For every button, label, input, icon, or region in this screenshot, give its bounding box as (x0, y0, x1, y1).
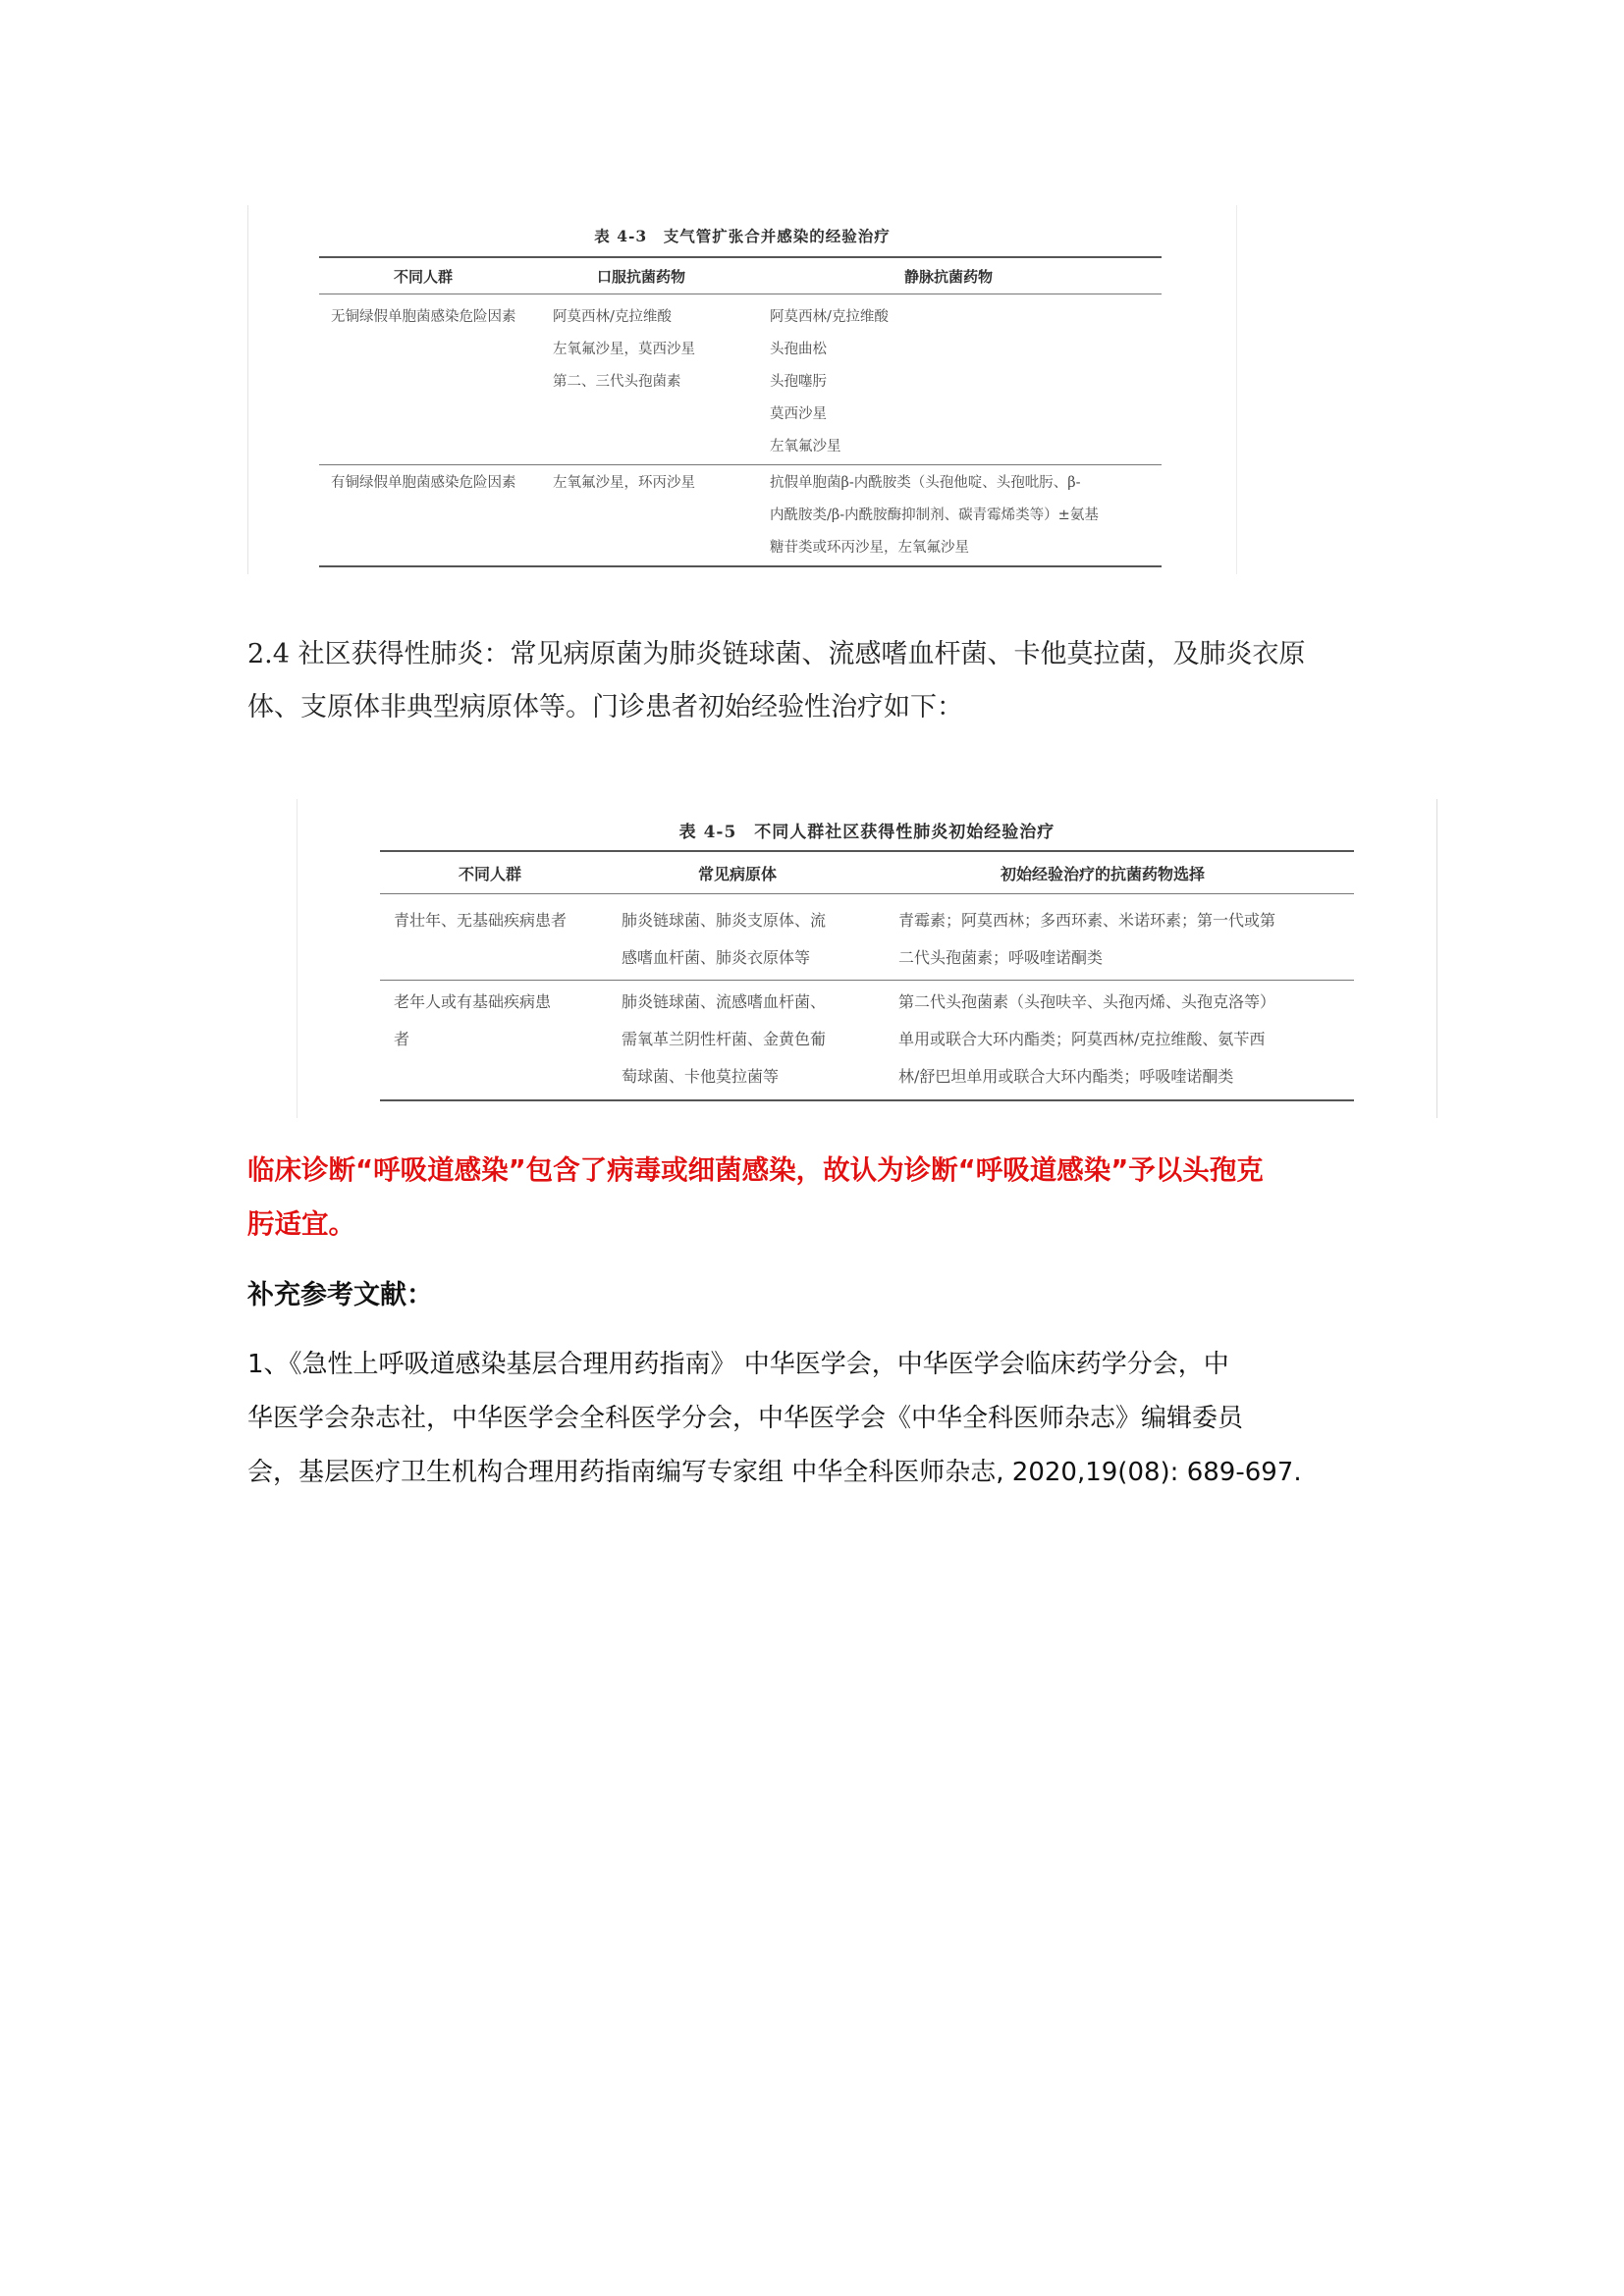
table-cell-iv: 抗假单胞菌β-内酰胺类（头孢他啶、头孢吡肟、β- 内酰胺类/β-内酰胺酶抑制剂、碳青霉烯类等）±氨基 糖苷类或环丙沙星，左氧氟沙星 (770, 475, 1099, 556)
table-cell-group: 青壮年、无基础疾病患者 (394, 911, 568, 930)
table-header-treatment: 初始经验治疗的抗菌药物选择 (1001, 865, 1206, 883)
table-cell-group: 有铜绿假单胞菌感染危险因素 (331, 475, 516, 491)
table-cell-iv: 阿莫西林/克拉维酸 头孢曲松 头孢噻肟 莫西沙星 左氧氟沙星 (770, 309, 889, 454)
table-4-3-title: 表 4-3 支气管扩张合并感染的经验治疗 (594, 227, 891, 245)
table-header-iv: 静脉抗菌药物 (904, 268, 994, 286)
table-header-group: 不同人群 (459, 865, 522, 883)
table-cell-pathogen: 肺炎链球菌、肺炎支原体、流 感嗜血杆菌、肺炎衣原体等 (622, 911, 827, 967)
table-header-rule (380, 893, 1354, 894)
table-header-group: 不同人群 (394, 268, 454, 286)
paragraph-2-4: 2.4 社区获得性肺炎：常见病原菌为肺炎链球菌、流感嗜血杆菌、卡他莫拉菌，及肺炎衣原 体、支原体非典型病原体等。门诊患者初始经验性治疗如下： (247, 639, 1306, 722)
table-cell-oral: 阿莫西林/克拉维酸 左氧氟沙星，莫西沙星 第二、三代头孢菌素 (553, 309, 695, 390)
conclusion-text: 临床诊断“呼吸道感染”包含了病毒或细菌感染，故认为诊断“呼吸道感染”予以头孢克 肟适宜。 (247, 1154, 1264, 1240)
table-header-oral: 口服抗菌药物 (597, 268, 686, 286)
table-cell-pathogen: 肺炎链球菌、流感嗜血杆菌、 需氧革兰阴性杆菌、金黄色葡 萄球菌、卡他莫拉菌等 (622, 992, 827, 1086)
table-header-pathogen: 常见病原体 (698, 865, 778, 883)
table-bottom-rule (380, 1099, 1354, 1101)
table-row-divider (319, 464, 1162, 465)
table-cell-group: 无铜绿假单胞菌感染危险因素 (331, 309, 516, 325)
table-cell-treatment: 第二代头孢菌素（头孢呋辛、头孢丙烯、头孢克洛等） 单用或联合大环内酯类；阿莫西林/克拉维酸、氨苄西 林/舒巴坦单用或联合大环内酯类；呼吸喹诺酮类 (898, 992, 1276, 1086)
table-4-5-title: 表 4-5 不同人群社区获得性肺炎初始经验治疗 (678, 823, 1056, 842)
table-row-divider (380, 980, 1354, 981)
table-bottom-rule (319, 565, 1162, 567)
table-4-5-image (297, 799, 1437, 1118)
table-top-rule (319, 256, 1162, 258)
table-cell-treatment: 青霉素；阿莫西林；多西环素、米诺环素；第一代或第 二代头孢菌素；呼吸喹诺酮类 (898, 911, 1276, 967)
table-cell-oral: 左氧氟沙星，环丙沙星 (553, 475, 695, 491)
table-4-3-image (247, 205, 1237, 574)
table-cell-group: 老年人或有基础疾病患 者 (394, 992, 552, 1048)
references-heading: 补充参考文献： (247, 1280, 433, 1310)
reference-entry: 1、《急性上呼吸道感染基层合理用药指南》 中华医学会，中华医学会临床药学分会，中 华医学会杂志社，中华医学会全科医学分会，中华医学会《中华全科医师杂志》编辑委员 会，基层医疗卫生机构合理用药指南编写专家组 中华全科医师杂志, 2020,19(08): 689-697. (247, 1350, 1302, 1487)
table-top-rule (380, 850, 1354, 852)
